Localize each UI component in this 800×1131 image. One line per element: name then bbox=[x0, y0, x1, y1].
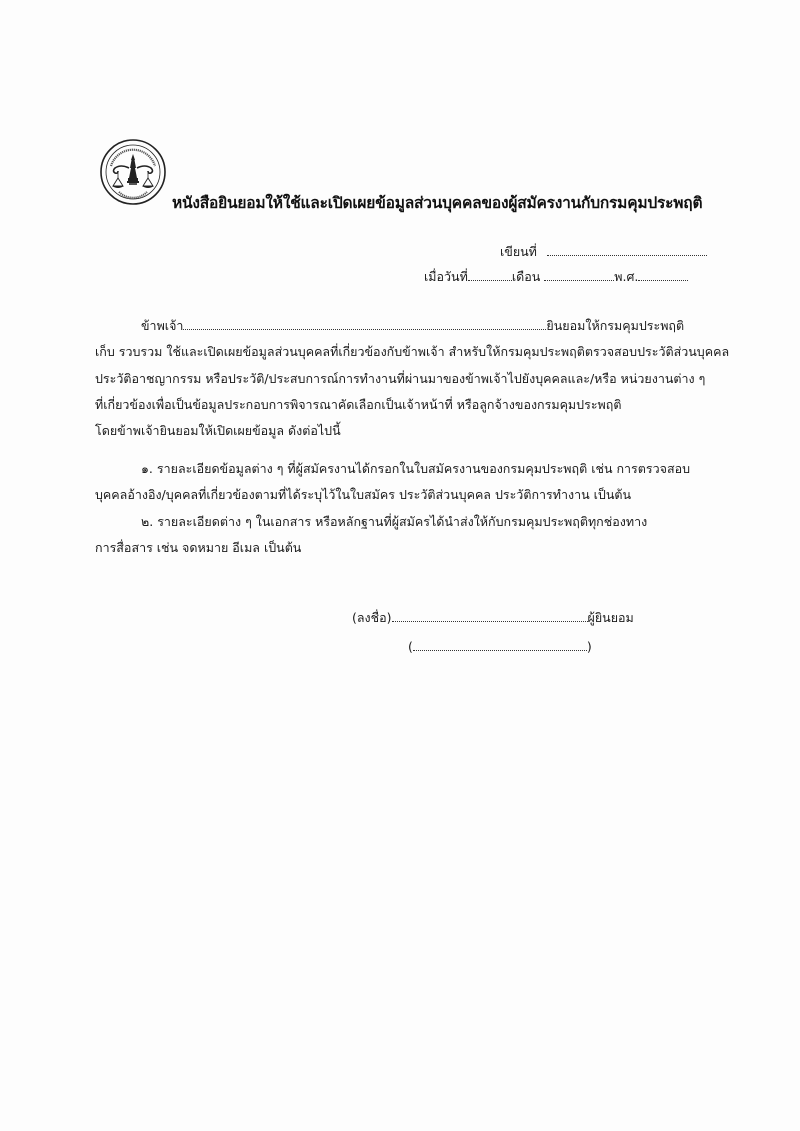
list-item-2 bbox=[141, 516, 647, 529]
signature-field[interactable] bbox=[392, 611, 588, 622]
year-label: พ.ศ. bbox=[614, 269, 639, 284]
list-item-number: ๒. bbox=[141, 514, 154, 529]
consent-paragraph-line-2: เก็บ รวบรวม ใช้และเปิดเผยข้อมูลส่วนบุคคลที่เกี่ยวข้องกับข้าพเจ้า สำหรับให้กรมคุมประพฤติตรวจสอบประวัติส่วนบุคคล bbox=[95, 344, 730, 359]
printed-name-row bbox=[408, 640, 592, 654]
consent-paragraph-line-3: ประวัติอาชญากรรม หรือประวัติ/ประสบการณ์การทำงานที่ผ่านมาของข้าพเจ้าไปยังบุคคลและ/หรือ หน่วยงานต่าง ๆ bbox=[95, 371, 706, 386]
day-field[interactable] bbox=[468, 270, 512, 281]
document-title: หนังสือยินยอมให้ใช้และเปิดเผยข้อมูลส่วนบุคคลของผู้สมัครงานกับกรมคุมประพฤติ bbox=[172, 194, 703, 212]
consent-paragraph-line-4: ที่เกี่ยวข้องเพื่อเป็นข้อมูลประกอบการพิจารณาคัดเลือกเป็นเจ้าหน้าที่ หรือลูกจ้างของกรมคุมประพฤติ bbox=[95, 397, 622, 412]
list-item-text: รายละเอียดต่าง ๆ ในเอกสาร หรือหลักฐานที่ผู้สมัครได้นำส่งให้กับกรมคุมประพฤติทุกช่องทาง bbox=[157, 514, 648, 529]
date-label: เมื่อวันที่ bbox=[424, 269, 468, 284]
month-field[interactable] bbox=[544, 270, 614, 281]
sign-label: (ลงชื่อ) bbox=[352, 610, 392, 625]
signature-row bbox=[352, 611, 634, 625]
consent-to-label: ยินยอมให้กรมคุมประพฤติ bbox=[546, 318, 685, 333]
written-at-row bbox=[500, 245, 707, 259]
applicant-name-field[interactable] bbox=[183, 319, 546, 330]
consent-paragraph-line-1 bbox=[141, 319, 684, 333]
date-row bbox=[424, 270, 688, 284]
list-item-number: ๑. bbox=[141, 461, 153, 476]
open-paren: ( bbox=[408, 639, 413, 654]
department-of-probation-seal-icon bbox=[99, 138, 167, 206]
consent-paragraph-line-5: โดยข้าพเจ้ายินยอมให้เปิดเผยข้อมูล ดังต่อไปนี้ bbox=[95, 423, 341, 438]
month-label: เดือน bbox=[511, 269, 541, 284]
printed-name-field[interactable] bbox=[413, 640, 587, 651]
list-item-2-continuation: การสื่อสาร เช่น จดหมาย อีเมล เป็นต้น bbox=[95, 540, 302, 555]
year-field[interactable] bbox=[638, 270, 688, 281]
list-item-1 bbox=[141, 463, 690, 476]
i-label: ข้าพเจ้า bbox=[141, 318, 184, 333]
list-item-text: รายละเอียดข้อมูลต่าง ๆ ที่ผู้สมัครงานได้กรอกในใบสมัครงานของกรมคุมประพฤติ เช่น การตรวจสอบ bbox=[156, 461, 691, 476]
list-item-1-continuation: บุคคลอ้างอิง/บุคคลที่เกี่ยวข้องตามที่ได้ระบุไว้ในใบสมัคร ประวัติส่วนบุคคล ประวัติการทำงาน เป็นต้น bbox=[95, 487, 632, 502]
written-at-field[interactable] bbox=[547, 245, 707, 256]
written-at-label: เขียนที่ bbox=[500, 244, 537, 259]
close-paren: ) bbox=[586, 639, 592, 654]
consenter-label: ผู้ยินยอม bbox=[587, 610, 634, 625]
